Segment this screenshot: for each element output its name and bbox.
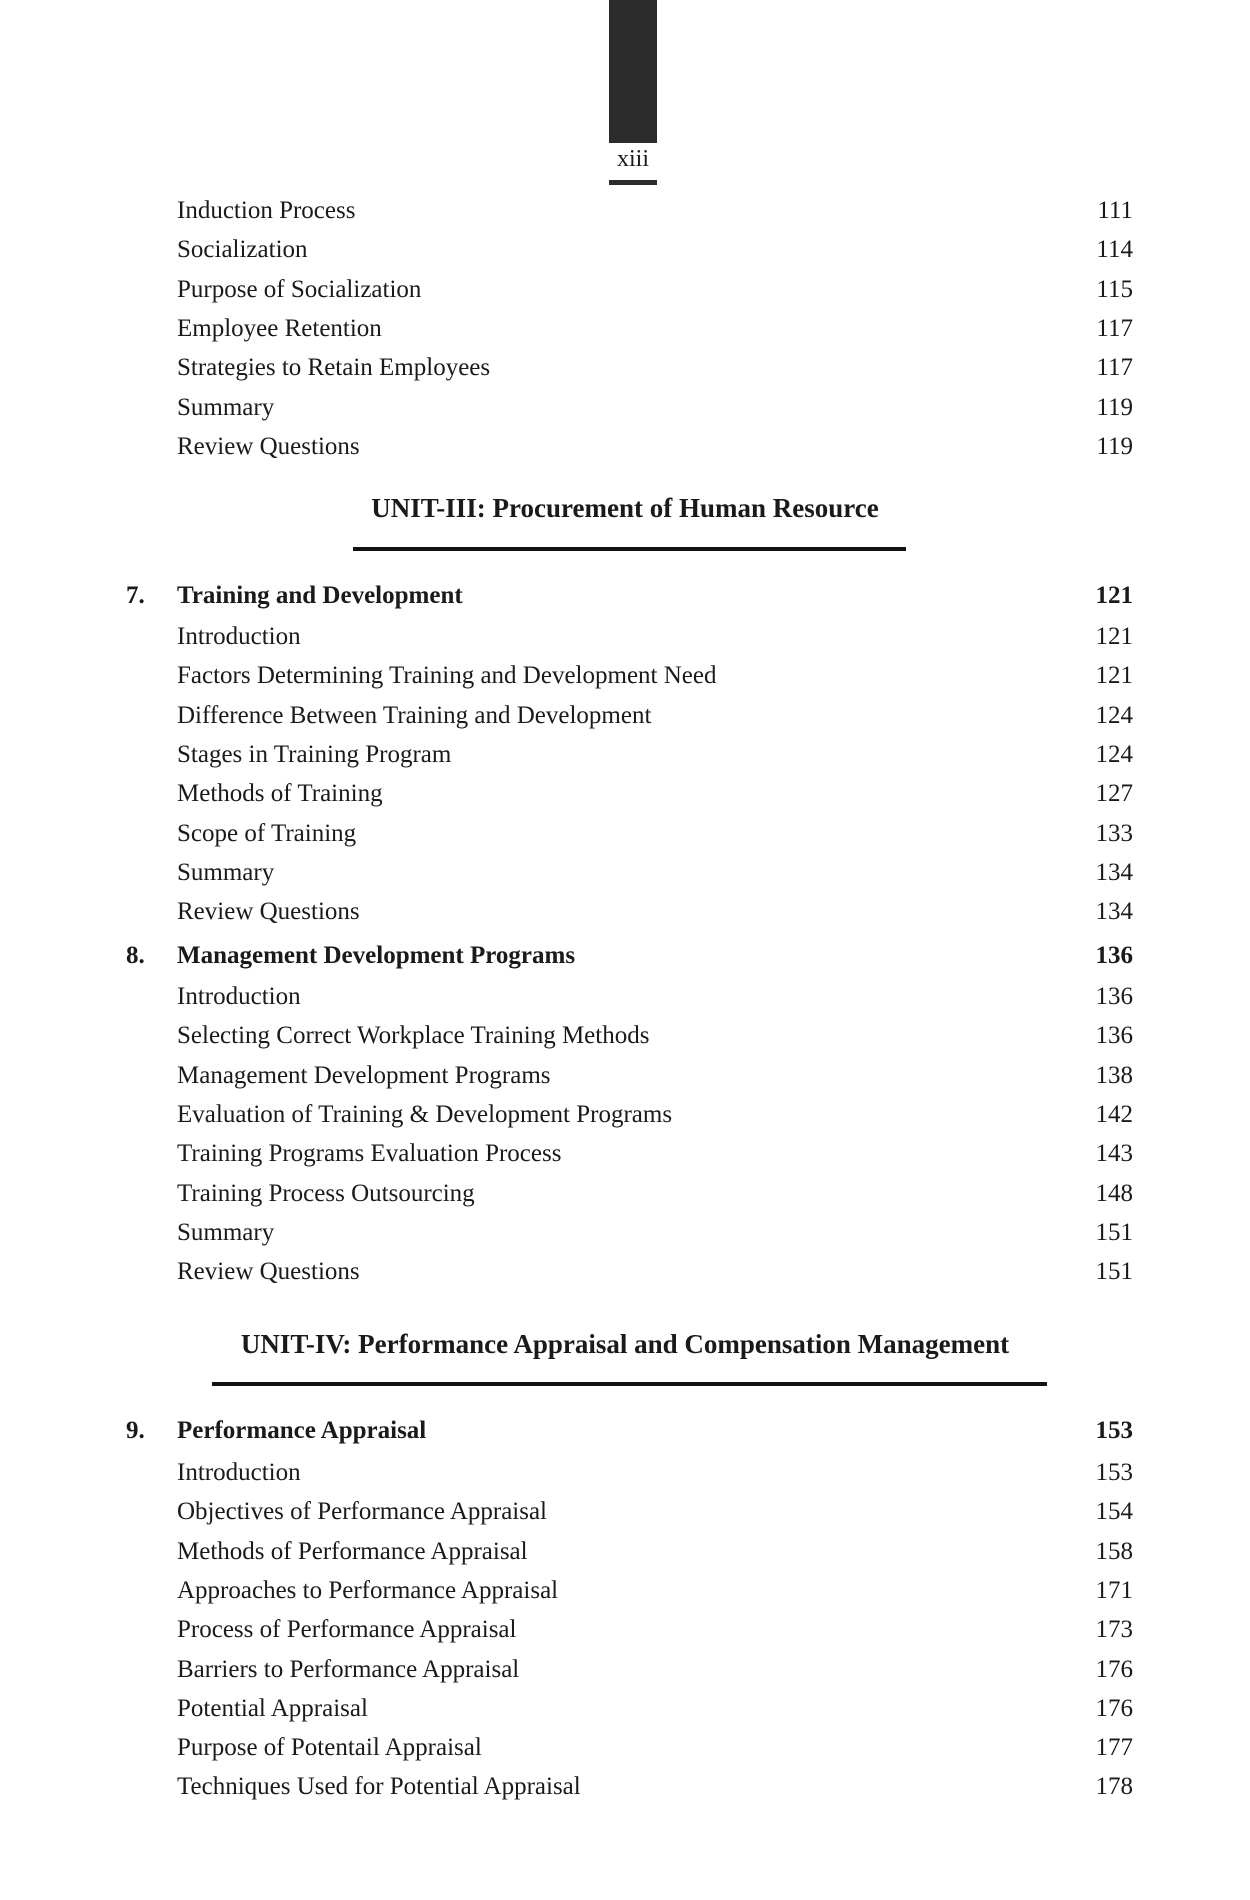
entry-page: 171 — [1095, 1576, 1133, 1604]
entry-title: Review Questions — [177, 1258, 360, 1286]
entry-page: 119 — [1096, 393, 1133, 421]
entry-title: Employee Retention — [177, 314, 382, 342]
entry-page: 158 — [1095, 1537, 1133, 1565]
toc-entry — [0, 1650, 1250, 1690]
entry-page: 114 — [1096, 236, 1133, 264]
toc-entry — [0, 388, 1250, 428]
toc-entry — [0, 1728, 1250, 1768]
page-header-bar — [609, 0, 657, 143]
entry-page: 115 — [1096, 275, 1133, 303]
toc-entry — [0, 1016, 1250, 1056]
entry-title: Difference Between Training and Development — [177, 701, 652, 729]
entry-title: Techniques Used for Potential Appraisal — [177, 1773, 581, 1801]
entry-page: 148 — [1095, 1179, 1133, 1207]
entry-title: Summary — [177, 858, 275, 886]
entry-page: 136 — [1095, 983, 1133, 1010]
toc-entry — [0, 1174, 1250, 1214]
toc-entry — [0, 1610, 1250, 1650]
entry-title: Approaches to Performance Appraisal — [177, 1576, 559, 1604]
entry-title: Methods of Performance Appraisal — [177, 1537, 528, 1565]
toc-entry — [0, 1453, 1250, 1493]
chapter-page: 136 — [1095, 942, 1133, 969]
entry-page: 151 — [1095, 1258, 1133, 1286]
entry-title: Scope of Training — [177, 819, 357, 847]
toc-entry — [0, 309, 1250, 349]
entry-page: 138 — [1095, 1061, 1133, 1089]
entry-title: Objectives of Performance Appraisal — [177, 1498, 548, 1526]
entry-page: 133 — [1095, 819, 1133, 847]
entry-page: 153 — [1095, 1459, 1133, 1486]
entry-page: 154 — [1095, 1498, 1133, 1526]
toc-entry — [0, 1571, 1250, 1611]
chapter-title: Performance Appraisal — [177, 1417, 427, 1444]
chapter-page: 153 — [1095, 1417, 1133, 1444]
entry-title: Summary — [177, 1218, 275, 1246]
entry-title: Strategies to Retain Employees — [177, 354, 491, 382]
entry-page: 173 — [1095, 1616, 1133, 1644]
entry-title: Review Questions — [177, 432, 360, 460]
entry-page: 151 — [1095, 1218, 1133, 1246]
toc-entry — [0, 892, 1250, 932]
entry-title: Stages in Training Program — [177, 740, 452, 768]
entry-page: 124 — [1095, 740, 1133, 768]
entry-title: Training Process Outsourcing — [177, 1179, 475, 1207]
entry-page: 143 — [1095, 1140, 1133, 1168]
toc-entry — [0, 1252, 1250, 1292]
entry-title: Methods of Training — [177, 780, 383, 808]
toc-entry — [0, 1532, 1250, 1572]
chapter-title: Training and Development — [177, 582, 463, 609]
toc-entry — [0, 191, 1250, 231]
entry-page: 117 — [1096, 314, 1133, 342]
toc-entry — [0, 735, 1250, 775]
toc-entry — [0, 617, 1250, 657]
toc-entry — [0, 1492, 1250, 1532]
toc-entry — [0, 977, 1250, 1017]
entry-page: 176 — [1095, 1694, 1133, 1722]
entry-page: 136 — [1095, 1022, 1133, 1050]
toc-entry — [0, 1134, 1250, 1174]
toc-entry — [0, 774, 1250, 814]
toc-entry — [0, 1767, 1250, 1807]
unit-heading: UNIT-IV: Performance Appraisal and Compensation Management — [240, 1329, 1010, 1359]
entry-title: Selecting Correct Workplace Training Methods — [177, 1022, 650, 1050]
chapter-entry — [0, 1411, 1250, 1451]
chapter-title: Management Development Programs — [177, 942, 576, 969]
entry-title: Management Development Programs — [177, 1061, 551, 1089]
entry-page: 124 — [1095, 701, 1133, 729]
entry-page: 121 — [1095, 662, 1133, 690]
entry-page: 178 — [1095, 1773, 1133, 1801]
entry-title: Summary — [177, 393, 275, 421]
entry-page: 119 — [1096, 432, 1133, 460]
entry-page: 142 — [1095, 1100, 1133, 1128]
chapter-number: 9. — [126, 1417, 145, 1444]
entry-title: Evaluation of Training & Development Programs — [177, 1100, 673, 1128]
entry-title: Purpose of Socialization — [177, 275, 422, 303]
entry-title: Barriers to Performance Appraisal — [177, 1655, 520, 1683]
chapter-page: 121 — [1095, 582, 1133, 609]
entry-title: Induction Process — [177, 197, 356, 224]
toc-entry — [0, 348, 1250, 388]
toc-entry — [0, 1056, 1250, 1096]
toc-entry — [0, 853, 1250, 893]
chapter-entry — [0, 936, 1250, 976]
chapter-number: 7. — [126, 582, 145, 609]
entry-title: Introduction — [177, 623, 301, 650]
entry-page: 111 — [1097, 197, 1133, 224]
unit-rule — [353, 547, 906, 551]
unit-rule — [212, 1382, 1047, 1386]
entry-page: 134 — [1095, 858, 1133, 886]
entry-title: Socialization — [177, 236, 308, 264]
toc-entry — [0, 814, 1250, 854]
entry-title: Review Questions — [177, 898, 360, 926]
unit-heading: UNIT-III: Procurement of Human Resource — [371, 493, 879, 523]
entry-page: 127 — [1095, 780, 1133, 808]
toc-entry — [0, 270, 1250, 310]
toc-entry — [0, 427, 1250, 467]
toc-entry — [0, 656, 1250, 696]
entry-title: Purpose of Potentail Appraisal — [177, 1734, 482, 1762]
entry-page: 176 — [1095, 1655, 1133, 1683]
entry-title: Training Programs Evaluation Process — [177, 1140, 562, 1168]
toc-entry — [0, 1095, 1250, 1135]
entry-page: 177 — [1095, 1734, 1133, 1762]
entry-title: Factors Determining Training and Development Need — [177, 662, 717, 690]
toc-entry — [0, 696, 1250, 736]
toc-entry — [0, 1213, 1250, 1253]
entry-title: Introduction — [177, 983, 301, 1010]
toc-entry — [0, 230, 1250, 270]
entry-page: 134 — [1095, 898, 1133, 926]
chapter-number: 8. — [126, 942, 145, 969]
toc-entry — [0, 1689, 1250, 1729]
entry-page: 117 — [1096, 354, 1133, 382]
chapter-entry — [0, 576, 1250, 616]
page-number: xiii — [616, 146, 649, 172]
entry-title: Process of Performance Appraisal — [177, 1616, 517, 1644]
page-number-underline — [609, 180, 657, 185]
entry-title: Introduction — [177, 1459, 301, 1486]
entry-page: 121 — [1095, 623, 1133, 650]
entry-title: Potential Appraisal — [177, 1694, 368, 1722]
